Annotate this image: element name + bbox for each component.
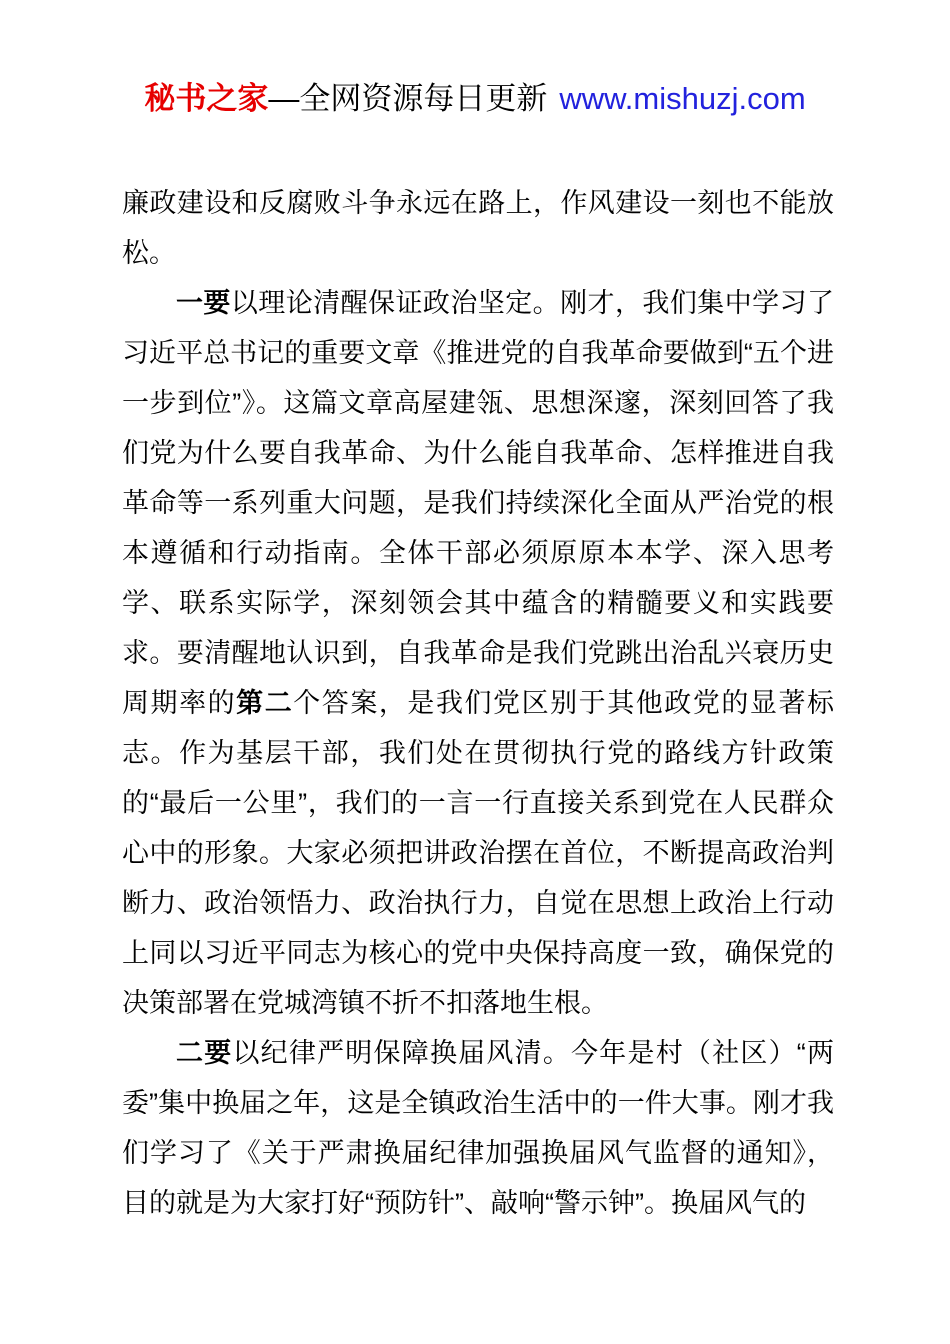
text-run-bold: 二要: [176, 1038, 233, 1068]
document-body: [122, 178, 834, 1228]
text-run-bold: 一要: [176, 288, 231, 318]
text-run-bold: 第二: [236, 688, 294, 718]
site-url-link[interactable]: www.mishuzj.com: [559, 81, 806, 116]
paragraph: [122, 1028, 834, 1228]
document-header: [0, 0, 950, 122]
text-run: 个答案，是我们党区别于其他政党的显著标志。作为基层干部，我们处在贯彻执行党的路线方针政策的“最后一公里”，我们的一言一行直接关系到党在人民群众心中的形象。大家必须把讲政治摆在首位，不断提高政治判断力、政治领悟力、政治执行力，自觉在思想上政治上行动上同以习近平同志为核心的党中央保持高度一致，确保党的决策部署在党城湾镇不折不扣落地生根。: [122, 688, 835, 1018]
header-separator: —: [268, 81, 300, 116]
paragraph: [122, 178, 834, 278]
text-run: 以理论清醒保证政治坚定。刚才，我们集中学习了习近平总书记的重要文章《推进党的自我革命要做到“五个进一步到位”》。这篇文章高屋建瓴、思想深邃，深刻回答了我们党为什么要自我革命、为什么能自我革命、怎样推进自我革命等一系列重大问题，是我们持续深化全面从严治党的根本遵循和行动指南。全体干部必须原原本本学、深入思考学、联系实际学，深刻领会其中蕴含的精髓要义和实践要求。要清醒地认识到，自我革命是我们党跳出治乱兴衰历史周期率的: [122, 288, 835, 718]
site-name: 秘书之家: [144, 81, 269, 116]
text-run: 廉政建设和反腐败斗争永远在路上，作风建设一刻也不能放松。: [122, 188, 834, 268]
paragraph: [122, 278, 834, 1028]
site-tagline: 全网资源每日更新: [299, 81, 548, 116]
text-run: 以纪律严明保障换届风清。今年是村（社区）“两委”集中换届之年，这是全镇政治生活中的一件大事。刚才我们学习了《关于严肃换届纪律加强换届风气监督的通知》，目的就是为大家打好“预防针”、敲响“警示钟”。换届风气的: [122, 1038, 834, 1218]
